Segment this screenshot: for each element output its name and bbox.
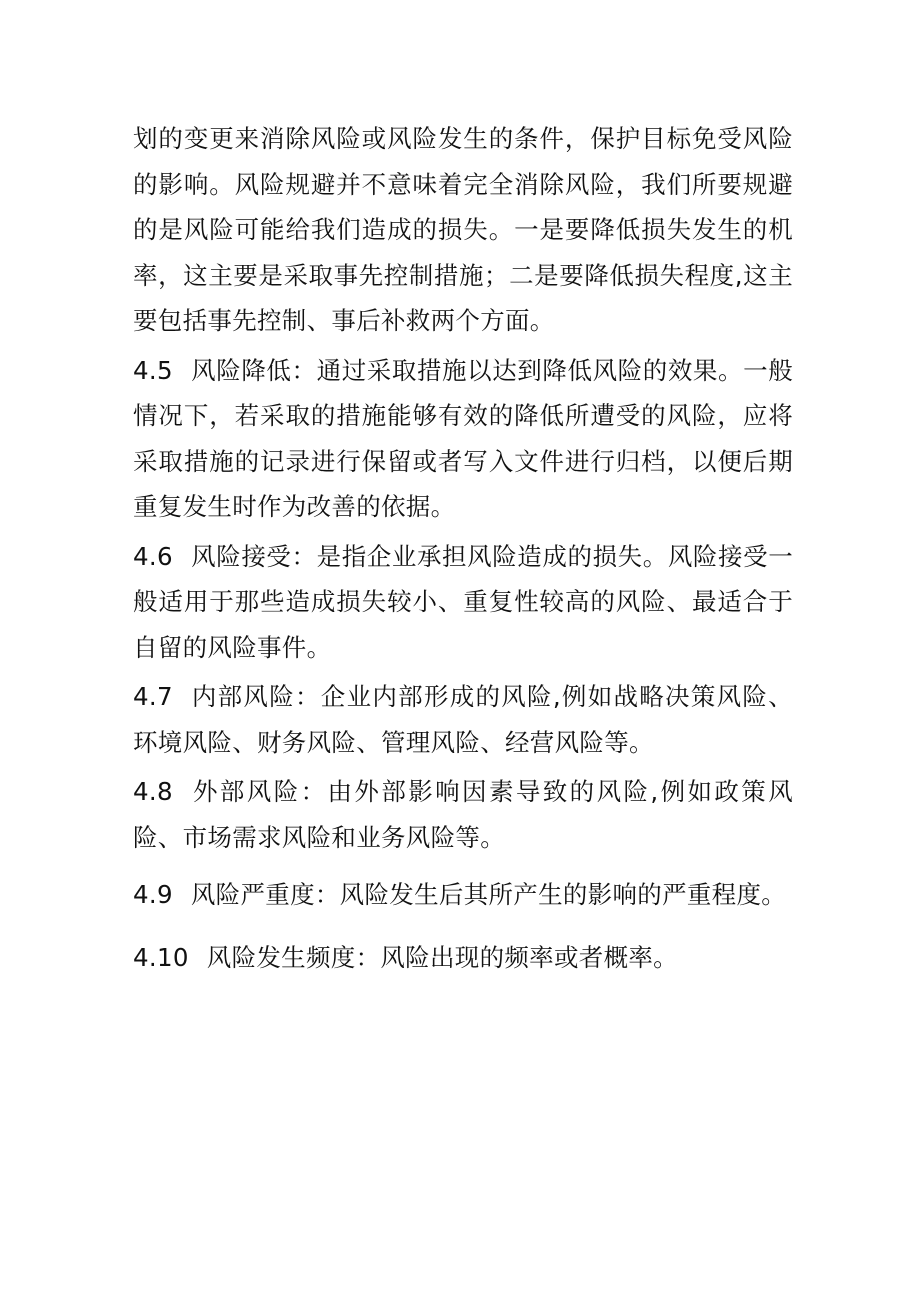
paragraph-4-7 — [133, 674, 793, 765]
paragraph-text: 内部风险：企业内部形成的风险,例如战略决策风险、环境风险、财务风险、管理风险、经营风险等。 — [133, 682, 793, 757]
paragraph-text: 风险接受：是指企业承担风险造成的损失。风险接受一般适用于那些造成损失较小、重复性较高的风险、最适合于自留的风险事件。 — [133, 541, 793, 662]
section-number: 4.7 — [133, 682, 173, 711]
paragraph-text: 风险严重度：风险发生后其所产生的影响的严重程度。 — [190, 880, 787, 909]
paragraph-4-10 — [133, 935, 793, 981]
paragraph-text: 外部风险：由外部影响因素导致的风险,例如政策风险、市场需求风险和业务风险等。 — [133, 777, 793, 852]
section-number: 4.5 — [133, 355, 173, 385]
paragraph-continuation — [133, 116, 793, 344]
paragraph-text: 风险降低：通过采取措施以达到降低风险的效果。一般情况下，若采取的措施能够有效的降低所遭受的风险，应将采取措施的记录进行保留或者写入文件进行归档，以便后期重复发生时作为改善的依据。 — [133, 355, 793, 521]
paragraph-4-5 — [133, 348, 793, 530]
section-number: 4.9 — [133, 880, 173, 909]
paragraph-4-6 — [133, 534, 793, 671]
paragraph-4-8 — [133, 769, 793, 860]
paragraph-text: 风险发生频度：风险出现的频率或者概率。 — [206, 942, 678, 972]
section-number: 4.8 — [133, 777, 173, 806]
paragraph-4-9 — [133, 872, 793, 918]
document-body — [133, 116, 793, 980]
section-number: 4.10 — [133, 942, 189, 972]
section-number: 4.6 — [133, 541, 173, 571]
paragraph-text: 划的变更来消除风险或风险发生的条件，保护目标免受风险的影响。风险规避并不意味着完全消除风险，我们所要规避的是风险可能给我们造成的损失。一是要降低损失发生的机率，这主要是采取事先控制措施；二是要降低损失程度,这主要包括事先控制、事后补救两个方面。 — [133, 124, 793, 335]
